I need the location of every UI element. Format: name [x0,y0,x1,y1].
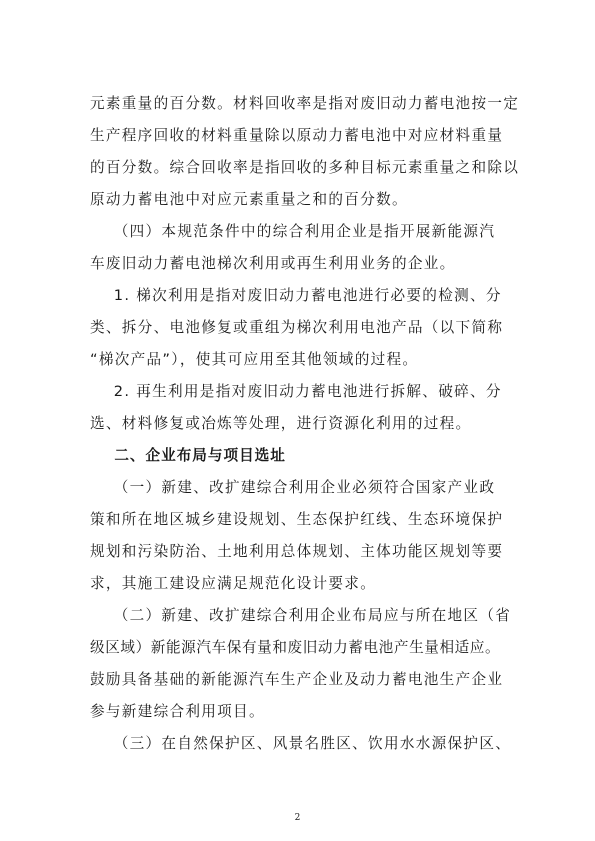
text-line: （一）新建、改扩建综合利用企业必须符合国家产业政 [90,479,496,496]
section-heading: 二、企业布局与项目选址 [90,447,286,464]
text-line: 1. 梯次利用是指对废旧动力蓄电池进行必要的检测、分 [90,287,502,304]
text-line: 策和所在地区城乡建设规划、生态保护红线、生态环境保护 [90,511,504,528]
text-line: 车废旧动力蓄电池梯次利用或再生利用业务的企业。 [90,255,456,272]
page-number: 2 [294,813,301,823]
text-line: 级区域）新能源汽车保有量和废旧动力蓄电池产生量相适应。 [90,639,501,656]
text-line: 参与新建综合利用项目。 [90,703,265,720]
text-line: （二）新建、改扩建综合利用企业布局应与所在地区（省 [90,607,512,624]
text-line: 鼓励具备基础的新能源汽车生产企业及动力蓄电池生产企业 [90,671,504,688]
text-line: 类、拆分、电池修复或重组为梯次利用电池产品（以下简称 [90,319,504,336]
text-line: （三）在自然保护区、风景名胜区、饮用水水源保护区、 [90,735,512,752]
text-line: “梯次产品”），使其可应用至其他领域的过程。 [90,351,419,368]
text-line: 原动力蓄电池中对应元素重量之和的百分数。 [90,191,408,208]
text-line: 元素重量的百分数。材料回收率是指对废旧动力蓄电池按一定 [90,95,520,112]
text-line: 2. 再生利用是指对废旧动力蓄电池进行拆解、破碎、分 [90,383,502,400]
text-line: 生产程序回收的材料重量除以原动力蓄电池中对应材料重量 [90,127,504,144]
text-line: 的百分数。综合回收率是指回收的多种目标元素重量之和除以 [90,159,520,176]
text-line: （四）本规范条件中的综合利用企业是指开展新能源汽 [90,223,496,240]
text-line: 规划和污染防治、土地利用总体规划、主体功能区规划等要 [90,543,504,560]
text-line: 求，其施工建设应满足规范化设计要求。 [90,575,377,592]
text-line: 选、材料修复或冶炼等处理，进行资源化利用的过程。 [90,415,472,432]
